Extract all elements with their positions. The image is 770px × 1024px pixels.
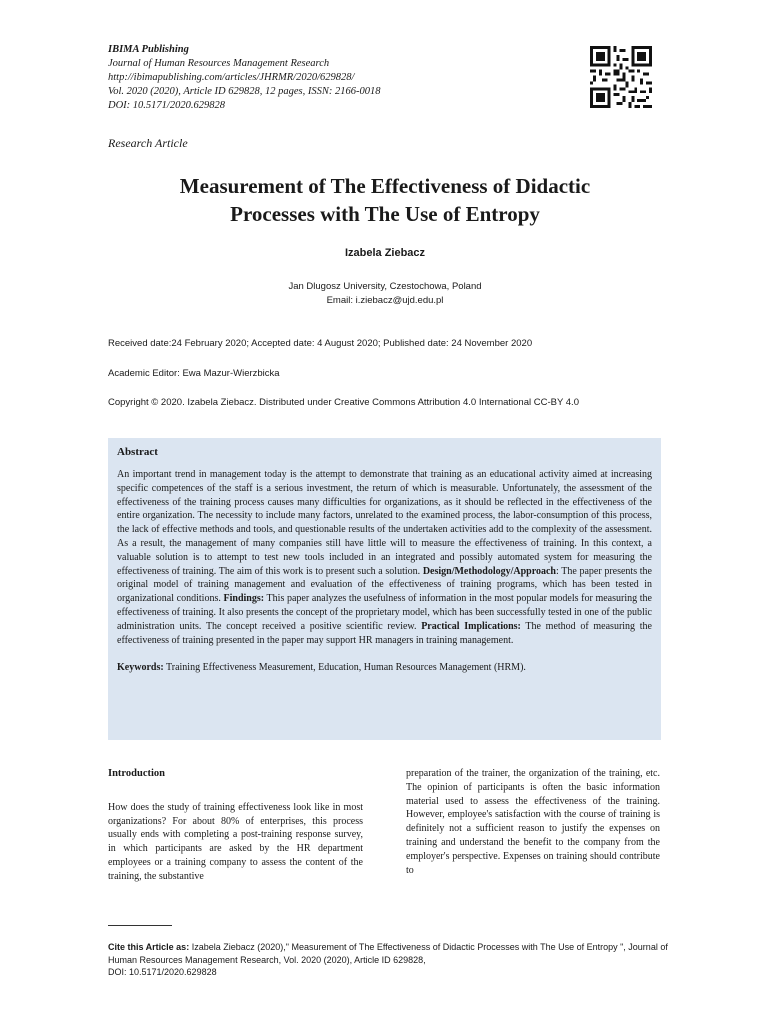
article-type: Research Article bbox=[108, 136, 188, 150]
abstract-text bbox=[117, 468, 652, 647]
abstract-heading: Abstract bbox=[117, 446, 158, 458]
intro-column-right bbox=[406, 767, 660, 877]
intro-text-right: preparation of the trainer, the organization of the training, etc. The opinion of participants is often the basic information material used to assess the effectiveness of the training. However, employee's satisfaction with the course of training is definitely not a sufficient reason to justify the expenses on training and understand the benefit to the company from the employer's perspective. Expenses on training should contribute to bbox=[406, 768, 660, 876]
findings-label: Findings: bbox=[223, 593, 265, 605]
footnote-divider bbox=[108, 925, 172, 926]
copyright-notice: Copyright © 2020. Izabela Ziebacz. Distributed under Creative Commons Attribution 4.0 International CC-BY 4.0 bbox=[108, 397, 579, 408]
abstract-part-3: This paper analyzes the usefulness of information in the most popular models for measuring the effectiveness of training. It also presents the concept of the proprietary model, which has been successfully tested in one of the public administration units. The concept received a positive scientific review. bbox=[117, 593, 652, 632]
keywords-list: Training Effectiveness Measurement, Education, Human Resources Management (HRM). bbox=[163, 662, 526, 674]
article-url[interactable]: http://ibimapublishing.com/articles/JHRMR/2020/629828/ bbox=[108, 72, 355, 83]
citation-doi: DOI: 10.5171/2020.629828 bbox=[108, 967, 217, 977]
academic-editor: Academic Editor: Ewa Mazur-Wierzbicka bbox=[108, 368, 280, 379]
article-dates: Received date:24 February 2020; Accepted date: 4 August 2020; Published date: 24 November 2020 bbox=[108, 338, 533, 349]
journal-header bbox=[108, 43, 381, 113]
author-email[interactable]: Email: i.ziebacz@ujd.edu.pl bbox=[326, 295, 444, 306]
keywords bbox=[117, 661, 652, 675]
qr-code-icon bbox=[590, 46, 652, 108]
doi: DOI: 10.5171/2020.629828 bbox=[108, 100, 225, 111]
abstract-part-2: : The paper presents the original model of training management and evaluation of the effectiveness of training programs, which has been tested in organizational conditions. bbox=[117, 565, 652, 605]
title-line-1: Measurement of The Effectiveness of Didactic bbox=[179, 174, 591, 198]
paper-title bbox=[80, 172, 690, 228]
citation-text bbox=[108, 941, 668, 966]
abstract-part-1: An important trend in management today is the attempt to demonstrate that training as an educational activity aimed at increasing specific competences of the staff is a serious investment, the return of which is measurable. Unfortunately, the assessment of the effectiveness of the training process causes many difficulties for organizations, as it should be reflected in the effectiveness of the entire organization. The necessity to include many factors, unrelated to the examined process, the labor-consumption of this process, the lack of effective methods and tools, and questionable results of the undertaken activities add to the complexity of the assessment. As a result, the management of many companies still have little will to measure the effectiveness of training. In this context, a valuable solution is to attempt to test new tools included in an integrated and possibly automated system for measuring the effectiveness of training. The aim of this work is to present such a solution. bbox=[117, 469, 652, 577]
author-name: Izabela Ziebacz bbox=[344, 247, 426, 259]
keywords-label: Keywords: bbox=[117, 662, 164, 674]
citation-footer bbox=[108, 941, 668, 979]
abstract-box bbox=[108, 438, 661, 740]
title-line-2: Processes with The Use of Entropy bbox=[230, 202, 540, 226]
author-affiliation-block bbox=[0, 280, 770, 308]
design-label: Design/Methodology/Approach bbox=[422, 565, 556, 577]
practical-label: Practical Implications: bbox=[421, 620, 521, 632]
abstract-part-4: The method of measuring the effectiveness of training presented in the paper may support HR managers in training management. bbox=[117, 620, 652, 646]
intro-heading: Introduction bbox=[108, 768, 165, 779]
citation-body: Izabela Ziebacz (2020)," Measurement of The Effectiveness of Didactic Processes with The Use of Entropy ", Journal of Human Resources Management Research, Vol. 2020 (2020), Article ID 629828, bbox=[108, 942, 668, 965]
publisher-name: IBIMA Publishing bbox=[108, 44, 189, 55]
citation-label: Cite this Article as: bbox=[108, 942, 190, 952]
journal-name: Journal of Human Resources Management Research bbox=[108, 58, 330, 69]
intro-column-left bbox=[108, 767, 363, 884]
intro-text-left: How does the study of training effectiveness look like in most organizations? For about 80% of enterprises, this process usually ends with completing a post-training response survey, in which participants are asked by the HR department employees or a training company to assess the content of the training, the substantive bbox=[108, 801, 363, 882]
affiliation: Jan Dlugosz University, Czestochowa, Poland bbox=[288, 281, 482, 292]
volume-info: Vol. 2020 (2020), Article ID 629828, 12 pages, ISSN: 2166-0018 bbox=[108, 86, 381, 97]
